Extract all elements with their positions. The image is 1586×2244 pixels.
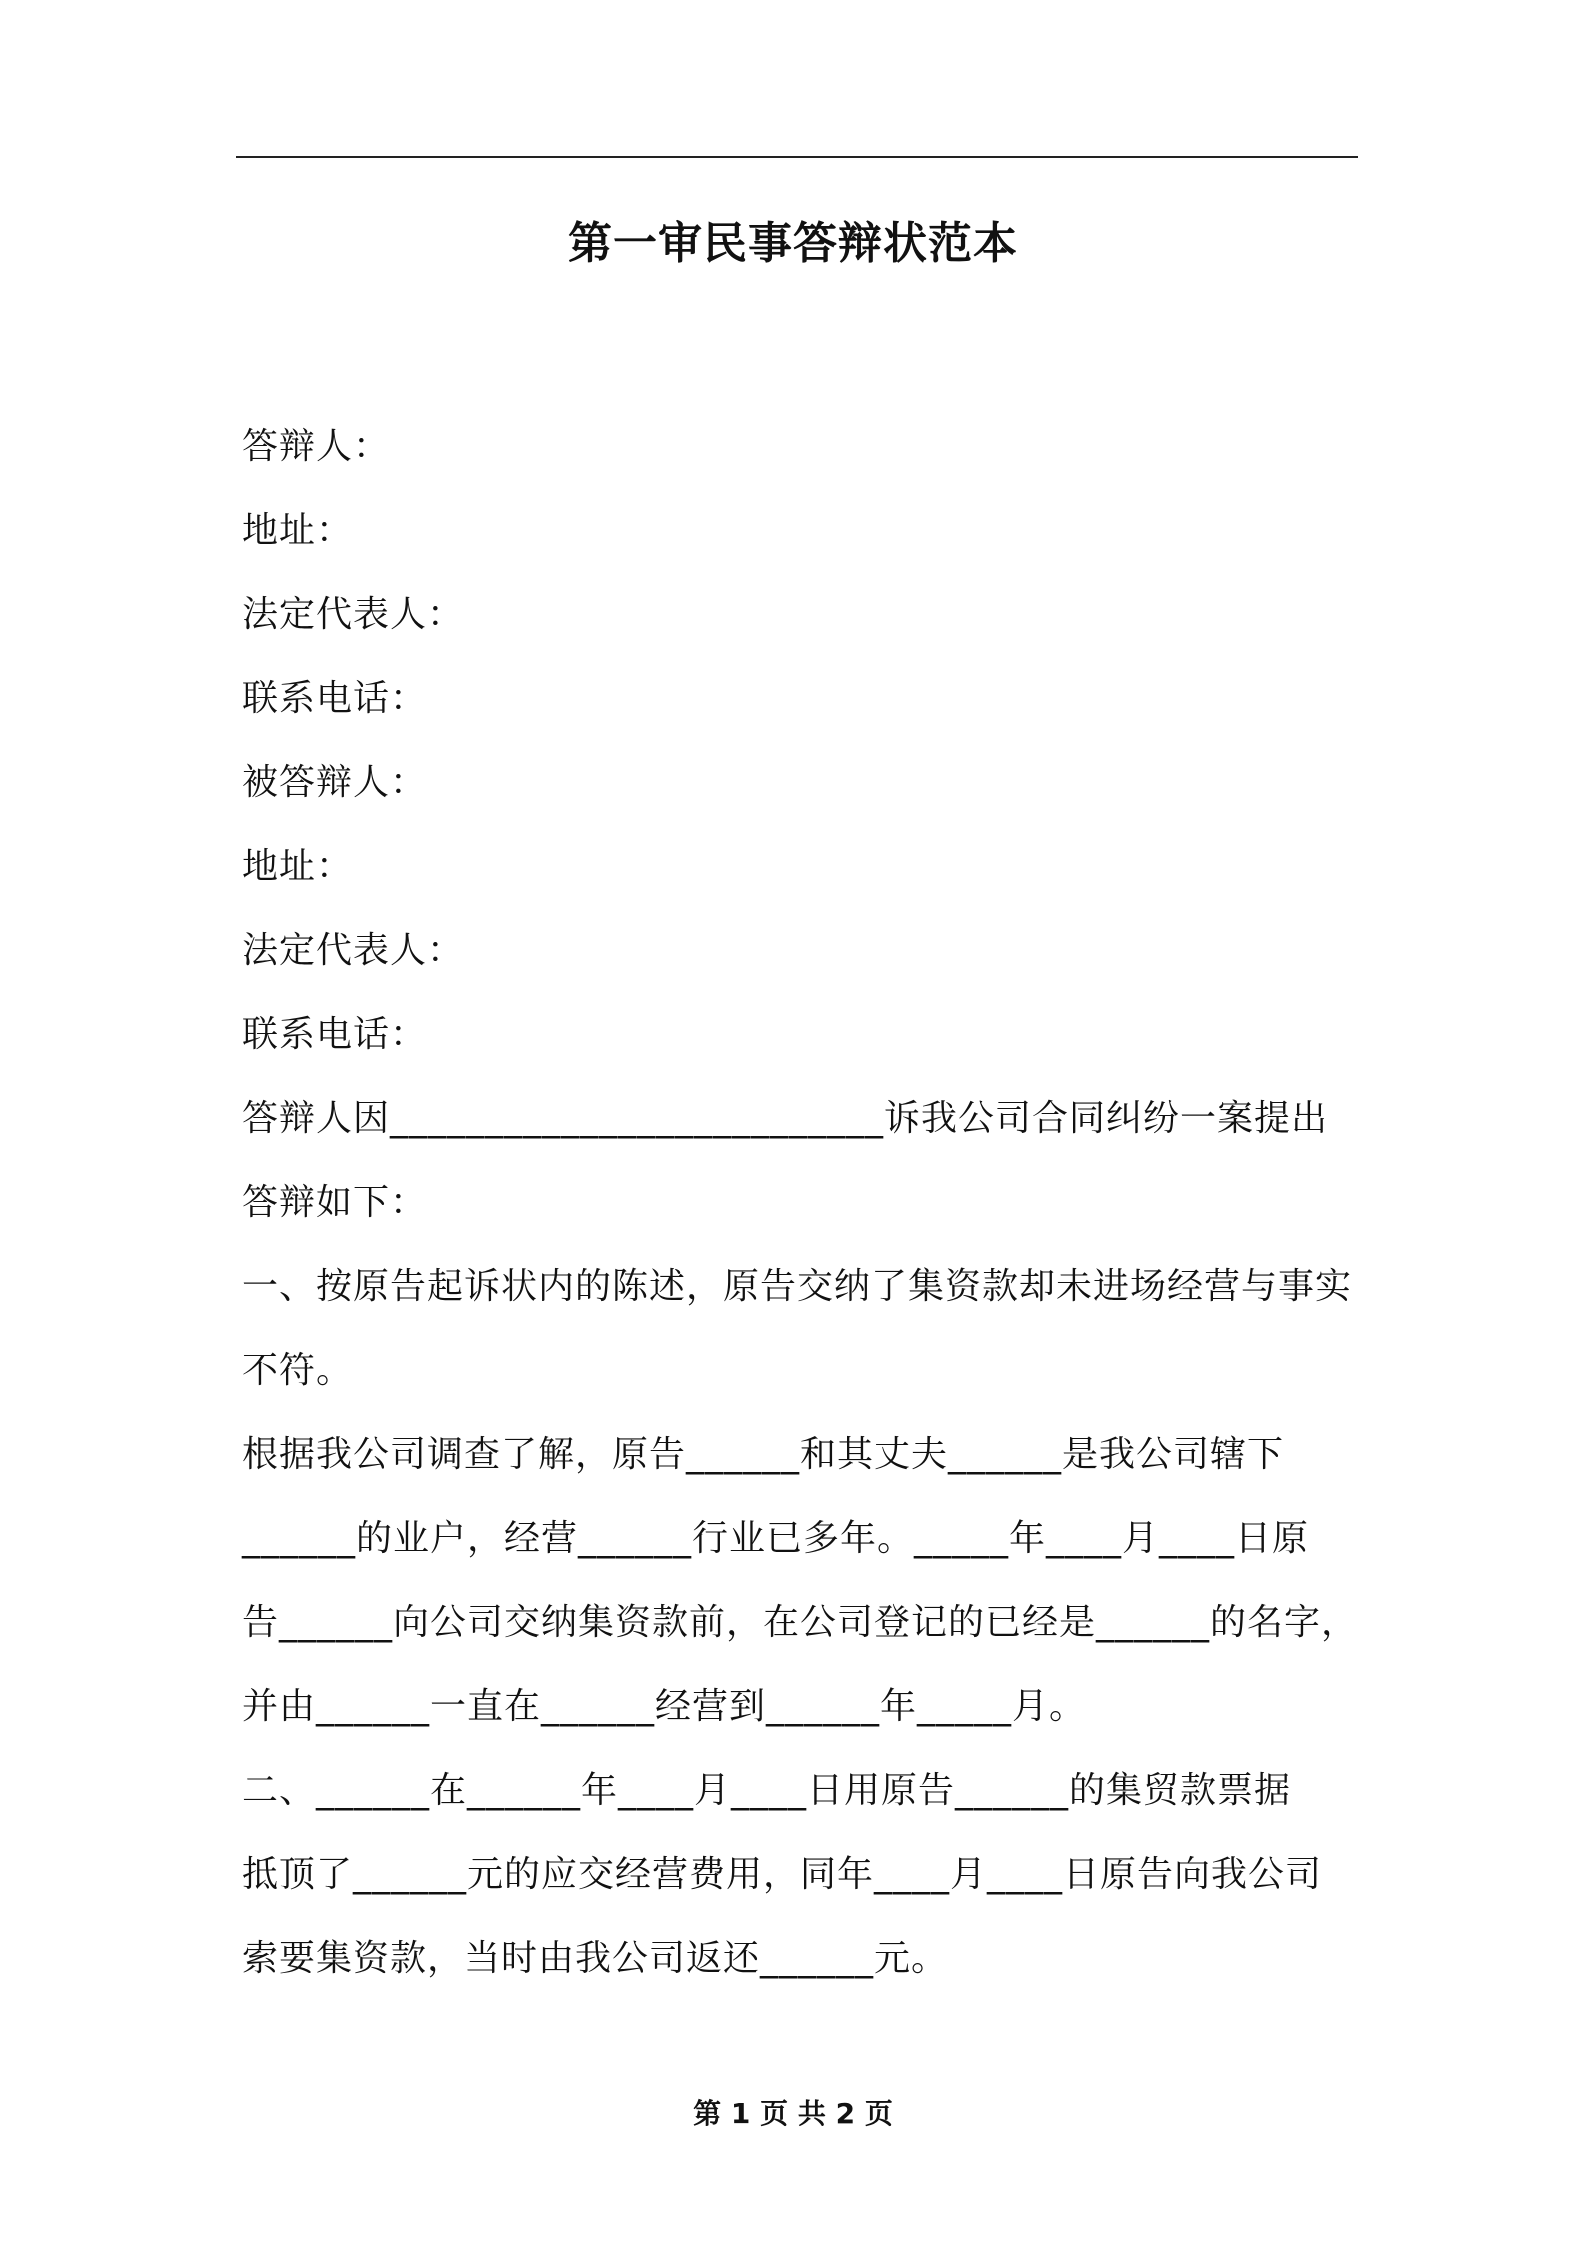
plaintiff-legal-rep-label: 法定代表人： — [242, 930, 465, 971]
paragraph-line: 不符。 — [242, 1350, 354, 1391]
paragraph-line: 根据我公司调查了解，原告______和其丈夫______是我公司辖下 — [242, 1434, 1285, 1475]
plaintiff-address-label: 地址： — [242, 846, 354, 887]
paragraph-line: 告______向公司交纳集资款前，在公司登记的已经是______的名字， — [242, 1602, 1359, 1643]
paragraph-line: 答辩如下： — [242, 1182, 428, 1223]
paragraph-line: 一、按原告起诉状内的陈述，原告交纳了集资款却未进场经营与事实 — [242, 1266, 1353, 1307]
plaintiff-phone-label: 联系电话： — [242, 1014, 428, 1055]
plaintiff-label: 被答辩人： — [242, 762, 428, 803]
document-body — [242, 405, 1362, 2001]
paragraph-line: 索要集资款，当时由我公司返还______元。 — [242, 1938, 949, 1979]
paragraph-line: 二、______在______年____月____日用原告______的集贸款票据 — [242, 1770, 1292, 1811]
paragraph-line: 并由______一直在______经营到______年_____月。 — [242, 1686, 1087, 1727]
paragraph-line: 答辩人因__________________________诉我公司合同纠纷一案提出 — [242, 1098, 1329, 1139]
paragraph-line: 抵顶了______元的应交经营费用，同年____月____日原告向我公司 — [242, 1854, 1323, 1895]
page-number: 第 1 页 共 2 页 — [693, 2097, 893, 2130]
header-divider — [236, 156, 1358, 158]
respondent-phone-label: 联系电话： — [242, 678, 428, 719]
respondent-legal-rep-label: 法定代表人： — [242, 594, 465, 635]
respondent-label: 答辩人： — [242, 426, 391, 467]
paragraph-line: ______的业户，经营______行业已多年。_____年____月____日原 — [242, 1518, 1310, 1559]
document-title: 第一审民事答辩状范本 — [568, 218, 1018, 269]
respondent-address-label: 地址： — [242, 510, 354, 551]
